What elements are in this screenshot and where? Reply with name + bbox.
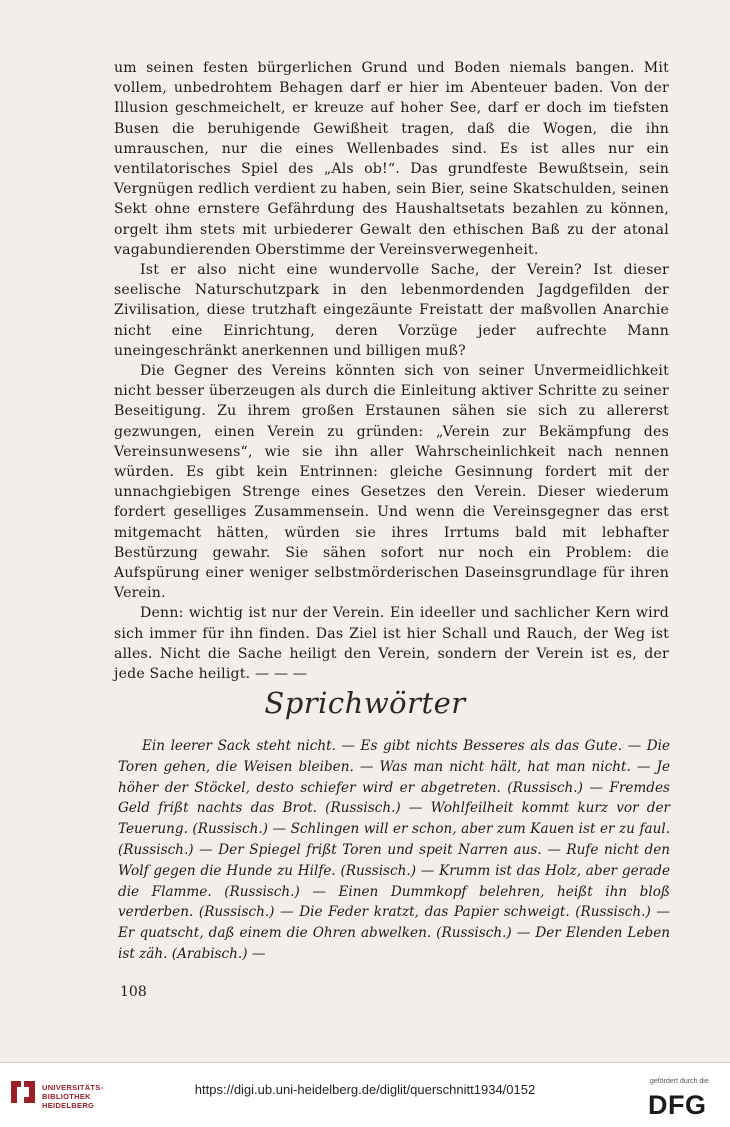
paragraph-2: Ist er also nicht eine wundervolle Sache, der Verein? Ist dieser seelische Naturschutzpark in den lebenmordenden Jagdgefilden der Zivilisation, diese trutzhaft eingezäunte Freistatt der maßvollen Anarchie nicht eine Einrichtung, deren Vorzüge jeder aufrechte Mann uneingeschränkt anerkennen und billigen muß? — [114, 262, 669, 359]
paragraph-3: Die Gegner des Vereins könnten sich von seiner Unvermeidlichkeit nicht besser überzeugen als durch die Einleitung aktiver Schritte zu seiner Beseitigung. Zu ihrem großen Erstaunen sähen sie sich zu allererst gezwungen, einen Verein zu gründen: „Verein zur Bekämpfung des Vereinsunwesens“, wie sie ihn aller Wahrscheinlichkeit nach nennen würden. Es gibt kein Entrinnen: gleiche Gesinnung fordert mit der unnachgiebigen Strenge eines Gesetzes den Verein. Dieser wiederum fordert geselliges Zusammensein. Und wenn die Vereinsgegner das erst mitgemacht hätten, würden sie ihres Irrtums bald mit lebhafter Bestürzung gewahr. Sie sähen sofort nur noch ein Problem: die Aufspürung einer weniger selbstmörderischen Daseinsgrundlage für ihren Verein. — [114, 363, 669, 602]
logo-line-2: BIBLIOTHEK — [42, 1092, 91, 1101]
article-body — [114, 58, 669, 684]
permalink-url[interactable]: https://digi.ub.uni-heidelberg.de/diglit/querschnitt1934/0152 — [194, 1082, 536, 1097]
page-number: 108 — [120, 984, 147, 1000]
proverbs-text: Ein leerer Sack steht nicht. — Es gibt nichts Besseres als das Gute. — Die Toren gehen, die Weisen bleiben. — Was man nicht hält, hat man nicht. — Je höher der Stöckel, desto schiefer wird er abgetreten. (Russisch.) — Fremdes Geld frißt nachts das Brot. (Russisch.) — Wohlfeilheit kommt kurz vor der Teuerung. (Russisch.) — Schlingen will er schon, aber zum Kauen ist er zu faul. (Russisch.) — Der Spiegel frißt Toren und speit Narren aus. — Rufe nicht den Wolf gegen die Hunde zu Hilfe. (Russisch.) — Krumm ist das Holz, aber gerade die Flamme. (Russisch.) — Einen Dummkopf belehren, heißt ihn bloß verderben. (Russisch.) — Die Feder kratzt, das Papier schweigt. (Russisch.) — Er quatscht, daß einem die Ohren abwelken. (Russisch.) — Der Elenden Leben ist zäh. (Arabisch.) — — [118, 738, 670, 962]
sponsor-note: gefördert durch die — [650, 1078, 709, 1085]
section-heading: Sprichwörter — [264, 686, 466, 720]
paragraph-4: Denn: wichtig ist nur der Verein. Ein ideeller und sachlicher Kern wird sich immer für ihn finden. Das Ziel ist hier Schall und Rauch, der Weg ist alles. Nicht die Sache heiligt den Verein, sondern der Verein ist es, der jede Sache heiligt. — — — — [114, 605, 669, 683]
logo-line-3: HEIDELBERG — [42, 1101, 95, 1110]
paragraph-1: um seinen festen bürgerlichen Grund und Boden niemals bangen. Mit vollem, unbedrohtem Behagen darf er hier im Abenteuer baden. Von der Illusion geschmeichelt, er kreuze auf hoher See, darf er doch im tiefsten Busen die beruhigende Gewißheit tragen, daß die Wogen, die ihn umrauschen, nur die eines Wellenbades sind. Es ist alles nur ein ventilatorisches Spiel des „Als ob!“. Das grundfeste Bewußtsein, sein Vergnügen redlich verdient zu haben, sein Bier, seine Skatschulden, seinen Sekt ohne ernstere Gefährdung des Haushaltsetats bezahlen zu können, orgelt ihm stets mit urbiederer Gewalt den ethischen Baß zu der atonal vagabundierenden Oberstimme der Vereinsverwegenheit. — [114, 60, 669, 258]
dfg-logo[interactable]: DFG — [648, 1090, 707, 1120]
logo-line-1: UNIVERSITÄTS- — [42, 1083, 104, 1092]
